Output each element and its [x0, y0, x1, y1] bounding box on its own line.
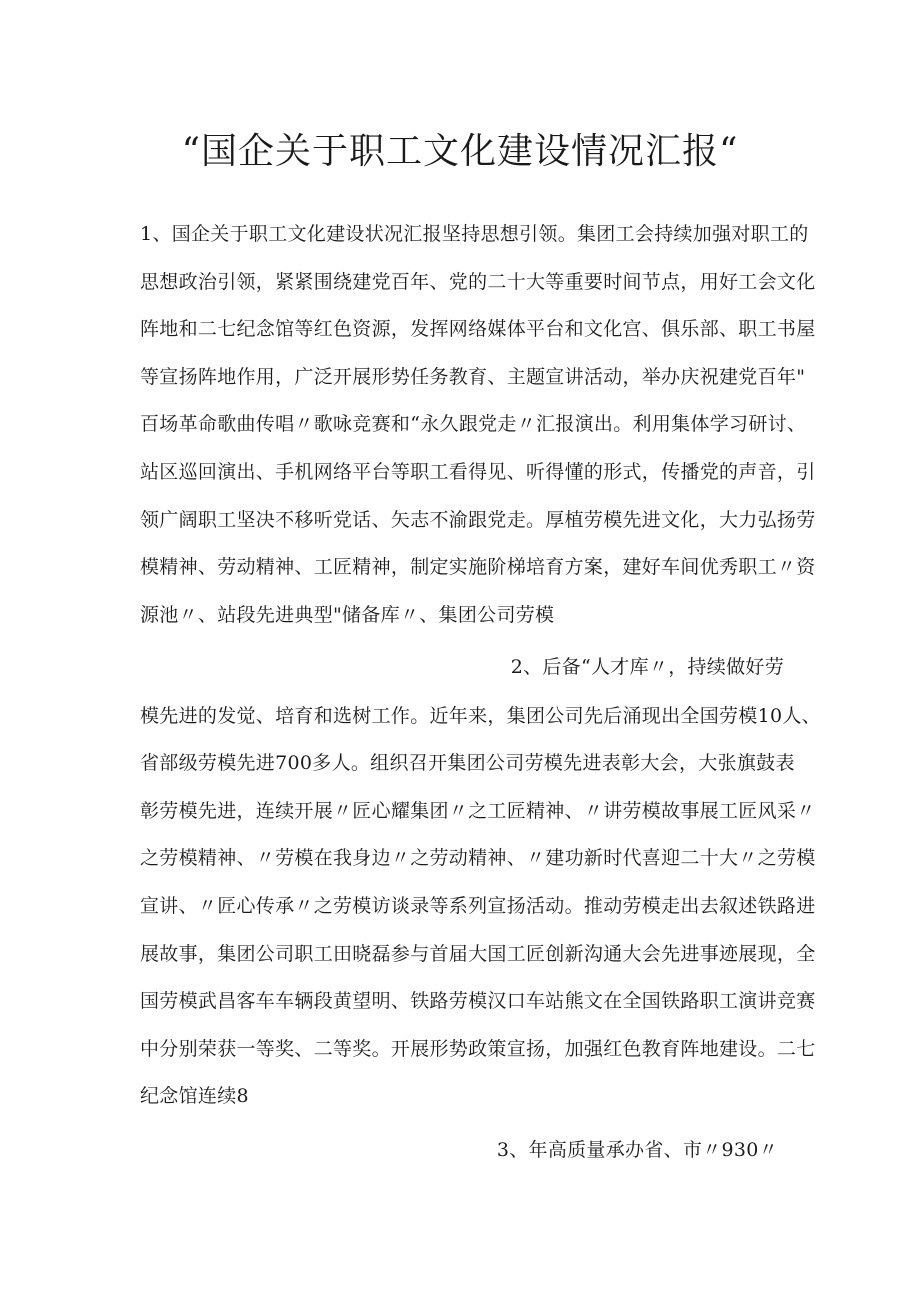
- text-line: 模先进的发觉、培育和选树工作。近年来，集团公司先后涌现出全国劳模10人、: [140, 705, 821, 727]
- text-line: 百场革命歌曲传唱〃歌咏竞赛和“永久跟党走〃汇报演出。利用集体学习研讨、: [140, 413, 807, 435]
- section-heading-line: 2、后备“人才库〃，持续做好劳: [510, 656, 784, 678]
- text-line: 彰劳模先进，连续开展〃匠心耀集团〃之工匠精神、〃讲劳模故事展工匠风采〃: [140, 800, 816, 822]
- text-line: 之劳模精神、〃劳模在我身边〃之劳动精神、〃建功新时代喜迎二十大〃之劳模: [140, 847, 816, 869]
- text-line: 模精神、劳动精神、工匠精神，制定实施阶梯培育方案，建好车间优秀职工〃资: [140, 556, 816, 578]
- text-line: 纪念馆连续8: [140, 1085, 249, 1107]
- text-line: 源池〃、站段先进典型"储备库〃、集团公司劳模: [140, 604, 555, 626]
- text-line: 等宣扬阵地作用，广泛开展形势任务教育、主题宣讲活动，举办庆祝建党百年": [140, 366, 806, 388]
- text-line: 领广阔职工坚决不移听党话、矢志不渝跟党走。厚植劳模先进文化，大力弘扬劳: [140, 509, 816, 531]
- text-line: 1、国企关于职工文化建设状况汇报坚持思想引领。集团工会持续加强对职工的: [140, 223, 809, 245]
- text-line: 阵地和二七纪念馆等红色资源，发挥网络媒体平台和文化宫、俱乐部、职工书屋: [140, 318, 816, 340]
- text-line: 宣讲、〃匠心传承〃之劳模访谈录等系列宣扬活动。推动劳模走出去叙述铁路进: [140, 895, 816, 917]
- text-line: 国劳模武昌客车车辆段黄望明、铁路劳模汉口车站熊文在全国铁路职工演讲竞赛: [140, 990, 816, 1012]
- text-line: 思想政治引领，紧紧围绕建党百年、党的二十大等重要时间节点，用好工会文化: [140, 271, 816, 293]
- text-line: 展故事，集团公司职工田晓磊参与首届大国工匠创新沟通大会先进事迹展现，全: [140, 943, 816, 965]
- text-line: 站区巡回演出、手机网络平台等职工看得见、听得懂的形式，传播党的声音，引: [140, 461, 816, 483]
- document-title: “国企关于职工文化建设情况汇报“: [181, 131, 739, 172]
- text-line: 中分别荣获一等奖、二等奖。开展形势政策宣扬，加强红色教育阵地建设。二七: [140, 1038, 816, 1060]
- text-line: 省部级劳模先进700多人。组织召开集团公司劳模先进表彰大会，大张旗鼓表: [140, 752, 795, 774]
- section-heading-line: 3、年高质量承办省、市〃930〃: [496, 1139, 778, 1161]
